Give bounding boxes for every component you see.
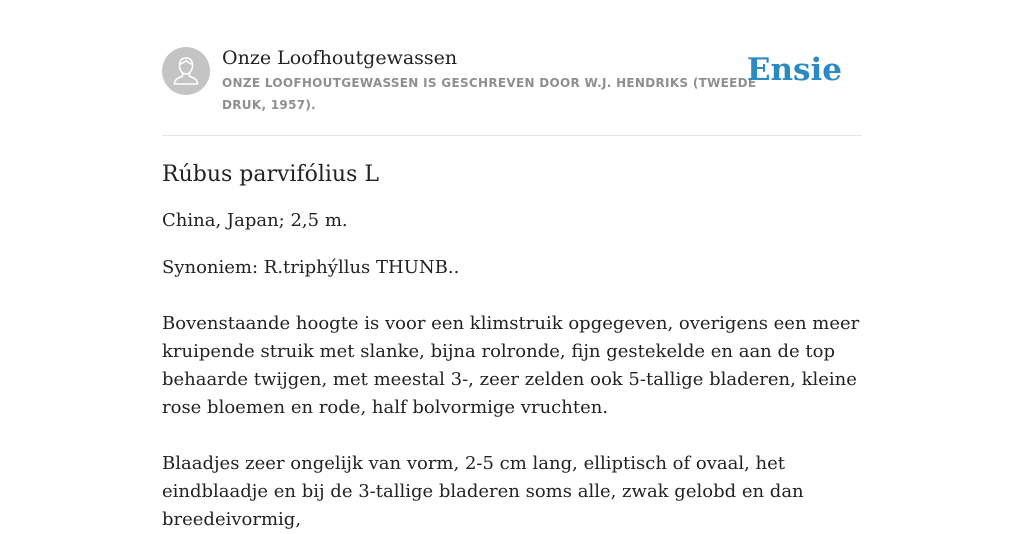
entry-title: Rúbus parvifólius L [162, 162, 379, 187]
book-description: ONZE LOOFHOUTGEWASSEN IS GESCHREVEN DOOR W.J. HENDRIKS (TWEEDE DRUK, 1957). [222, 76, 757, 112]
book-title[interactable]: Onze Loofhoutgewassen [222, 47, 458, 69]
entry-content [162, 158, 862, 534]
author-avatar[interactable] [162, 47, 210, 95]
entry-paragraph: Bovenstaande hoogte is voor een klimstruik opgegeven, overigens een meer kruipende struik met slanke, bijna rolronde, fijn gestekelde en aan de top behaarde twijgen, met meestal 3-, zeer zelden ook 5-tallige bladeren, kleine rose bloemen en rode, half bolvormige vruchten. [162, 313, 860, 418]
entry-paragraph: Blaadjes zeer ongelijk van vorm, 2-5 cm lang, elliptisch of ovaal, het eindblaadje en bij de 3-tallige bladeren soms alle, zwak gelobd en dan breedeivormig, [162, 453, 804, 530]
entry-synonym: Synoniem: R.triphýllus THUNB.. [162, 257, 460, 278]
user-icon [162, 47, 210, 95]
brand-logo[interactable]: Ensie [746, 52, 842, 88]
header-divider [162, 135, 862, 136]
book-header [162, 46, 862, 136]
entry-origin: China, Japan; 2,5 m. [162, 210, 348, 231]
